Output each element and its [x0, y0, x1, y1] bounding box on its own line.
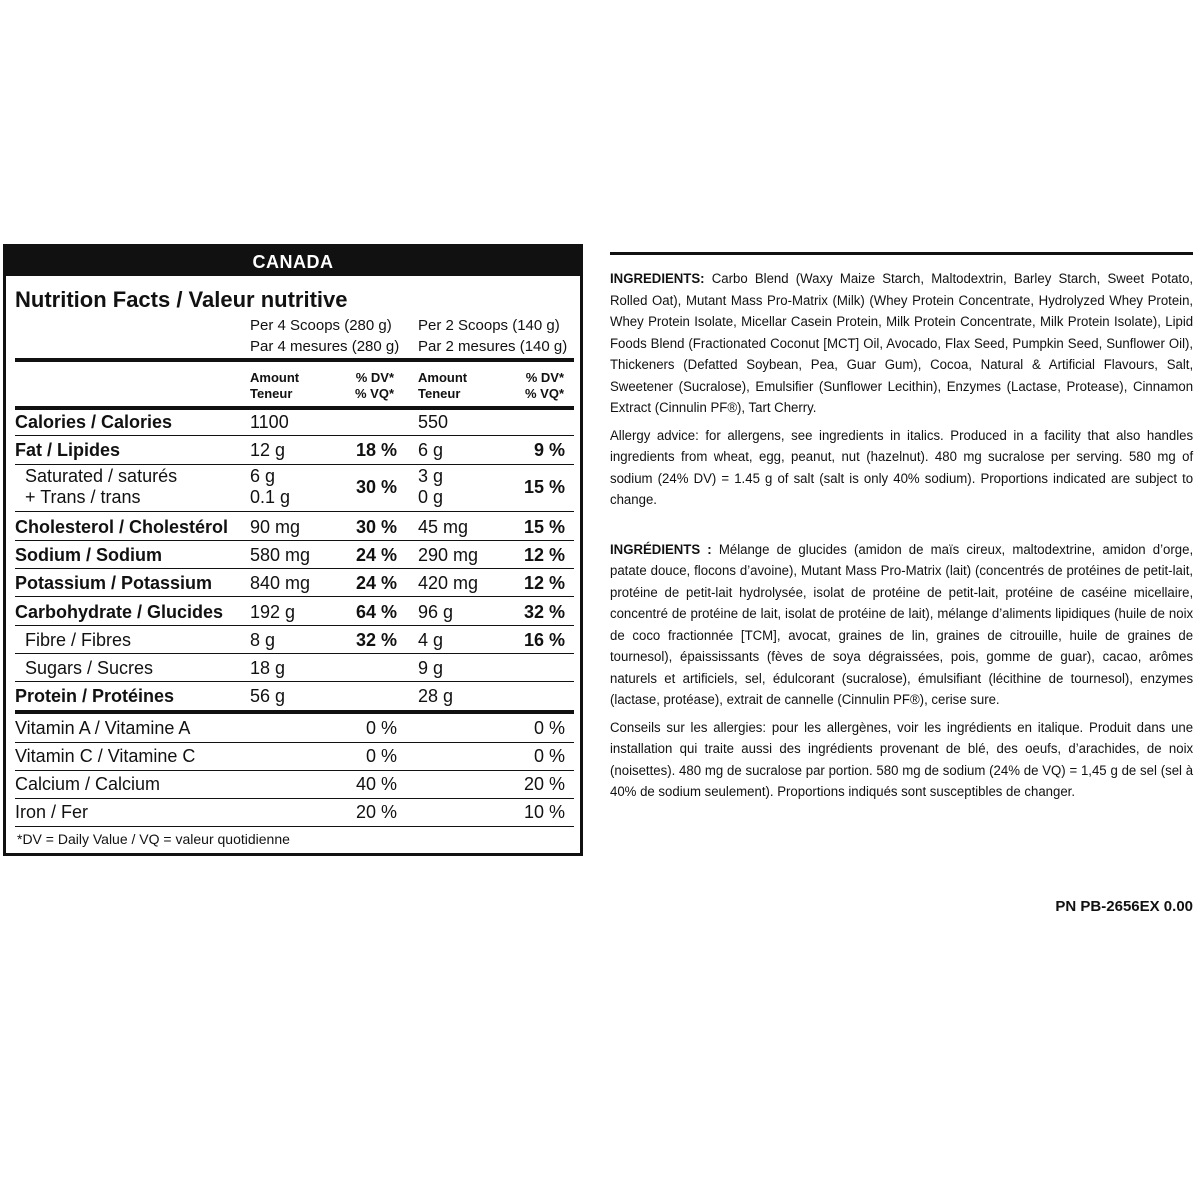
carbohydrate-amount-2: 96 g	[418, 602, 454, 622]
teneur-label: Teneur	[418, 386, 461, 401]
panel-title: Nutrition Facts / Valeur nutritive	[15, 287, 348, 312]
serving-1-fr: Par 4 mesures (280 g)	[250, 338, 400, 355]
iron-dv-1: 20 %	[355, 802, 397, 822]
saturated-dv-2: 15 %	[523, 477, 565, 497]
saturated-label: Saturated / saturés	[25, 466, 178, 486]
ingredients-top-rule	[610, 252, 1193, 255]
allergy-advice-en: Allergy advice: for allergens, see ingredients in italics. Produced in a facility that also handles ingredients from wheat, egg, peanut, nut (hazelnut). 480 mg sucralose per serving. 580 mg of sodium (24% DV) = 1.45 g of salt (salt is only 40% sodium). Proportions indicated are subject to change.	[610, 427, 1194, 508]
cholesterol-dv-2: 15 %	[523, 517, 565, 537]
ingredients-fr-text: Mélange de glucides (amidon de maïs cireux, maltodextrine, amidon d’orge, patate douce, flocons d’avoine), Mutant Mass Pro-Matrix (lait) (concentrés de protéines de petit-lait, protéine de petit-lait hydrolysée, isolat de protéine de petit-lait, protéine de caséine micellaire, concentré de protéine de lait, isolat de protéine de lait), mélange d’aliments lipidiques (huile de noix de coco fractionnée [TCM], avocat, graines de lin, graines de citrouille, huile de graines de tournesol), épaississants (fèves de soya dégraissées, pois, gomme de guar), cacao, arômes naturels et artificiels, sel, édulcorant (sucralose), émulsifiant (lécithine de tournesol), enzymes (lactase, protéase), extrait de cannelle (Cinnulin PF®), cerise sure.	[610, 541, 1194, 708]
row-sugars-label: Sugars / Sucres	[25, 658, 154, 678]
calcium-dv-2: 20 %	[523, 774, 565, 794]
iron-dv-2: 10 %	[523, 802, 565, 822]
ingredients-en	[610, 269, 1193, 420]
row-rule	[15, 464, 574, 465]
fat-dv-2: 9 %	[533, 440, 565, 460]
vitamin-a-dv-2: 0 %	[533, 718, 565, 738]
amount-label: Amount	[250, 370, 300, 385]
fibre-amount-1: 8 g	[250, 630, 276, 650]
row-vitamin-c-label: Vitamin C / Vitamine C	[15, 746, 196, 766]
saturated-value-2: 3 g	[418, 466, 444, 486]
ingredients-fr-heading: INGRÉDIENTS :	[610, 541, 712, 558]
dv-label: % DV*	[355, 370, 395, 385]
amount-head-2	[418, 370, 467, 402]
vq-label: % VQ*	[355, 386, 395, 401]
sodium-dv-1: 24 %	[355, 545, 397, 565]
dv-head-1	[355, 370, 394, 402]
potassium-dv-2: 12 %	[523, 573, 565, 593]
cholesterol-amount-2: 45 mg	[418, 517, 469, 537]
calcium-dv-1: 40 %	[355, 774, 397, 794]
region-header: CANADA	[6, 247, 580, 276]
vitamin-a-dv-1: 0 %	[365, 718, 397, 738]
serving-2-en: Per 2 Scoops (140 g)	[418, 317, 560, 334]
nutrition-facts-panel	[3, 244, 583, 856]
sodium-amount-1: 580 mg	[250, 545, 311, 565]
row-calcium-label: Calcium / Calcium	[15, 774, 161, 794]
dv-head-2	[525, 370, 564, 402]
protein-amount-2: 28 g	[418, 686, 454, 706]
saturated-amount-2	[418, 466, 443, 508]
teneur-label: Teneur	[250, 386, 293, 401]
row-vitamin-a-label: Vitamin A / Vitamine A	[15, 718, 191, 738]
fat-amount-2: 6 g	[418, 440, 444, 460]
saturated-amount-1	[250, 466, 290, 508]
carbohydrate-dv-2: 32 %	[523, 602, 565, 622]
serving-2-fr: Par 2 mesures (140 g)	[418, 338, 568, 355]
sodium-dv-2: 12 %	[523, 545, 565, 565]
row-calories-label: Calories / Calories	[15, 412, 173, 432]
serving-1-en: Per 4 Scoops (280 g)	[250, 317, 392, 334]
trans-value-2: 0 g	[418, 487, 444, 507]
sodium-amount-2: 290 mg	[418, 545, 479, 565]
row-iron-label: Iron / Fer	[15, 802, 89, 822]
sugars-amount-2: 9 g	[418, 658, 444, 678]
potassium-dv-1: 24 %	[355, 573, 397, 593]
row-fibre-label: Fibre / Fibres	[25, 630, 132, 650]
row-carbohydrate-label: Carbohydrate / Glucides	[15, 602, 224, 622]
cholesterol-dv-1: 30 %	[355, 517, 397, 537]
row-rule	[15, 826, 574, 827]
saturated-dv-1: 30 %	[355, 477, 397, 497]
thick-rule	[15, 358, 574, 362]
row-protein-label: Protein / Protéines	[15, 686, 175, 706]
protein-amount-1: 56 g	[250, 686, 286, 706]
ingredients-section	[610, 252, 1193, 810]
ingredients-en-heading: INGREDIENTS:	[610, 271, 705, 287]
serving-size-1	[250, 315, 399, 357]
fibre-dv-2: 16 %	[523, 630, 565, 650]
row-rule	[15, 596, 574, 597]
ingredients-fr	[610, 540, 1193, 712]
vitamin-c-dv-2: 0 %	[533, 746, 565, 766]
carbohydrate-amount-1: 192 g	[250, 602, 296, 622]
amount-label: Amount	[418, 370, 468, 385]
section-gap	[610, 518, 1193, 540]
saturated-value-1: 6 g	[250, 466, 276, 486]
row-potassium-label: Potassium / Potassium	[15, 573, 213, 593]
dv-footnote: *DV = Daily Value / VQ = valeur quotidienne	[17, 831, 290, 847]
fat-amount-1: 12 g	[250, 440, 286, 460]
sugars-amount-1: 18 g	[250, 658, 286, 678]
row-rule	[15, 798, 574, 799]
potassium-amount-2: 420 mg	[418, 573, 479, 593]
calories-amount-1: 1100	[250, 412, 289, 432]
calories-amount-2: 550	[418, 412, 449, 432]
part-number: PN PB-2656EX 0.00	[1055, 898, 1193, 915]
row-sodium-label: Sodium / Sodium	[15, 545, 162, 565]
ingredients-en-text: Carbo Blend (Waxy Maize Starch, Maltodextrin, Barley Starch, Sweet Potato, Rolled Oat), Mutant Mass Pro-Matrix (Milk) (Whey Protein Concentrate, Hydrolyzed Whey Protein, Whey Protein Isolate, Micellar Casein Protein, Milk Protein Concentrate, Milk Protein Isolate), Lipid Foods Blend (Fractionated Coconut [MCT] Oil, Avocado, Flax Seed, Pumpkin Seed, Sunflower Oil), Thickeners (Defatted Soybean, Pea, Guar Gum), Cocoa, Natural & Artificial Flavours, Salt, Sweetener (Sucralose), Emulsifier (Sunflower Lecithin), Enzymes (Lactase, Protease), Cinnamon Extract (Cinnulin PF®), Tart Cherry.	[610, 271, 1194, 416]
potassium-amount-1: 840 mg	[250, 573, 311, 593]
serving-size-2	[418, 315, 567, 357]
cholesterol-amount-1: 90 mg	[250, 517, 301, 537]
row-fat-label: Fat / Lipides	[15, 440, 121, 460]
amount-head-1	[250, 370, 299, 402]
row-saturated-label	[25, 466, 177, 508]
row-cholesterol-label: Cholesterol / Cholestérol	[15, 517, 229, 537]
fibre-amount-2: 4 g	[418, 630, 444, 650]
row-rule	[15, 511, 574, 512]
fibre-dv-1: 32 %	[355, 630, 397, 650]
fat-dv-1: 18 %	[355, 440, 397, 460]
trans-value-1: 0.1 g	[250, 487, 291, 507]
carbohydrate-dv-1: 64 %	[355, 602, 397, 622]
trans-label: + Trans / trans	[25, 487, 141, 507]
allergy-advice-fr: Conseils sur les allergies: pour les allergènes, voir les ingrédients en italique. Produit dans une installation qui traite aussi des ingrédients provenant de blé, des oeufs, d’arachides, de noix (noisettes). 480 mg de sucralose par portion. 580 mg de sodium (24% de VQ) = 1,45 g de sel (sel à 40% de sodium seulement). Proportions indiqués sont susceptibles de changer.	[610, 719, 1194, 800]
vitamin-c-dv-1: 0 %	[365, 746, 397, 766]
vq-label: % VQ*	[525, 386, 565, 401]
dv-label: % DV*	[525, 370, 565, 385]
